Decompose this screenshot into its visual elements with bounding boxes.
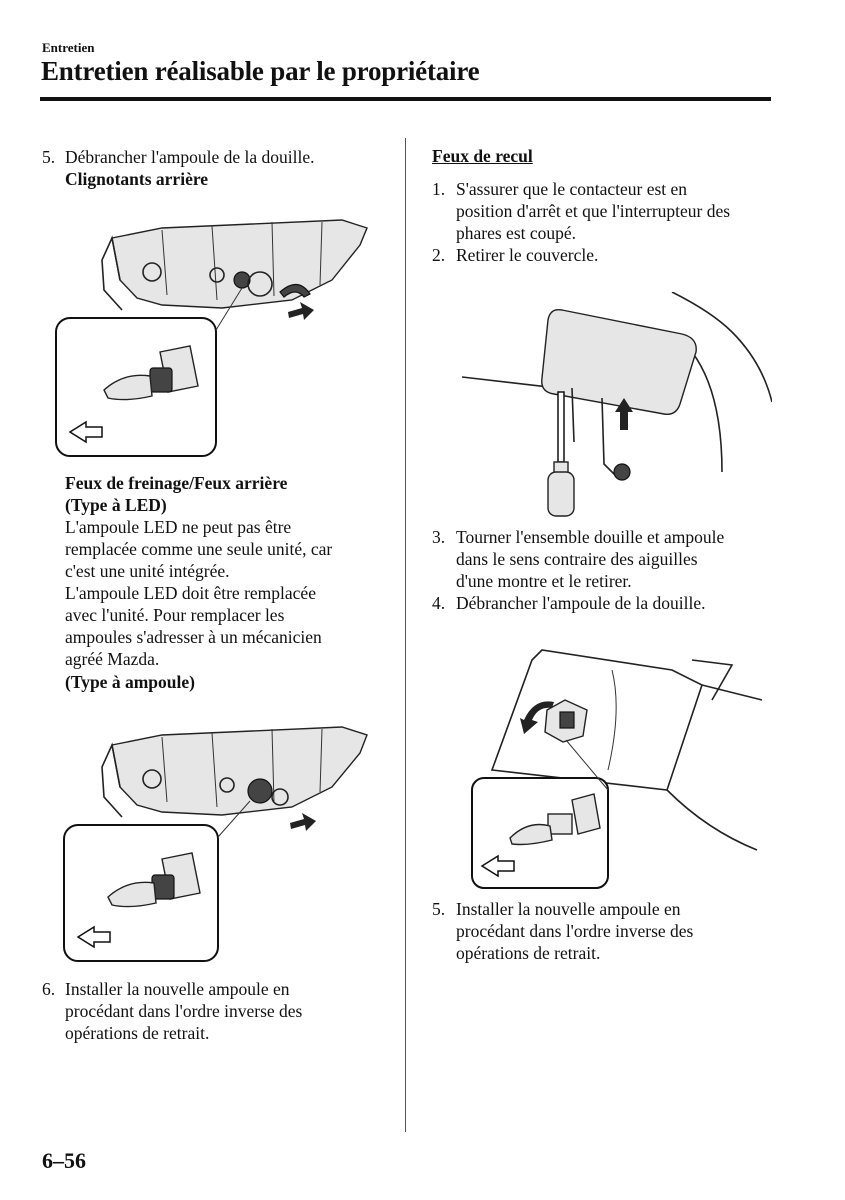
subheading-type-led: (Type à LED) <box>65 495 167 515</box>
body-line: avec l'unité. Pour remplacer les <box>65 605 285 625</box>
subheading-freinage: Feux de freinage/Feux arrière <box>65 473 288 493</box>
step-text: opérations de retrait. <box>65 1023 210 1043</box>
page-number: 6–56 <box>42 1148 86 1173</box>
step-number: 5. <box>432 899 446 919</box>
step-text: phares est coupé. <box>456 223 577 243</box>
title-rule <box>40 97 771 101</box>
subheading-clignotants: Clignotants arrière <box>65 169 209 189</box>
step-number: 3. <box>432 527 446 547</box>
body-line: ampoules s'adresser à un mécanicien <box>65 627 322 647</box>
body-line: remplacée comme une seule unité, car <box>65 539 333 559</box>
column-divider <box>405 138 406 1132</box>
body-line: c'est une unité intégrée. <box>65 561 230 581</box>
step-text: S'assurer que le contacteur est en <box>456 179 688 199</box>
remove-cover-illustration <box>462 292 772 522</box>
step-text: Tourner l'ensemble douille et ampoule <box>456 527 725 547</box>
step-text: Retirer le couvercle. <box>456 245 599 265</box>
step-text: Installer la nouvelle ampoule en <box>456 899 681 919</box>
step-text: procédant dans l'ordre inverse des <box>456 921 694 941</box>
body-line: L'ampoule LED ne peut pas être <box>65 517 292 537</box>
brake-tail-bulb-illustration <box>42 705 382 967</box>
subheading-feux-de-recul: Feux de recul <box>432 146 533 166</box>
step-text: d'une montre et le retirer. <box>456 571 632 591</box>
step-text: opérations de retrait. <box>456 943 601 963</box>
step-text: Débrancher l'ampoule de la douille. <box>456 593 706 613</box>
body-line: agréé Mazda. <box>65 649 160 669</box>
step-number: 2. <box>432 245 446 265</box>
page-title: Entretien réalisable par le propriétaire <box>41 56 480 86</box>
turn-signal-bulb-illustration <box>42 200 382 462</box>
step-text: position d'arrêt et que l'interrupteur des <box>456 201 731 221</box>
body-line: L'ampoule LED doit être remplacée <box>65 583 316 603</box>
step-text: Installer la nouvelle ampoule en <box>65 979 290 999</box>
step-number: 5. <box>42 147 56 167</box>
step-number: 1. <box>432 179 446 199</box>
section-label: Entretien <box>42 40 95 55</box>
step-text: procédant dans l'ordre inverse des <box>65 1001 303 1021</box>
step-number: 4. <box>432 593 446 613</box>
subheading-type-ampoule: (Type à ampoule) <box>65 672 195 692</box>
step-text: dans le sens contraire des aiguilles <box>456 549 698 569</box>
step-number: 6. <box>42 979 56 999</box>
step-text: Débrancher l'ampoule de la douille. <box>65 147 315 167</box>
reverse-lamp-bulb-illustration <box>462 640 772 890</box>
